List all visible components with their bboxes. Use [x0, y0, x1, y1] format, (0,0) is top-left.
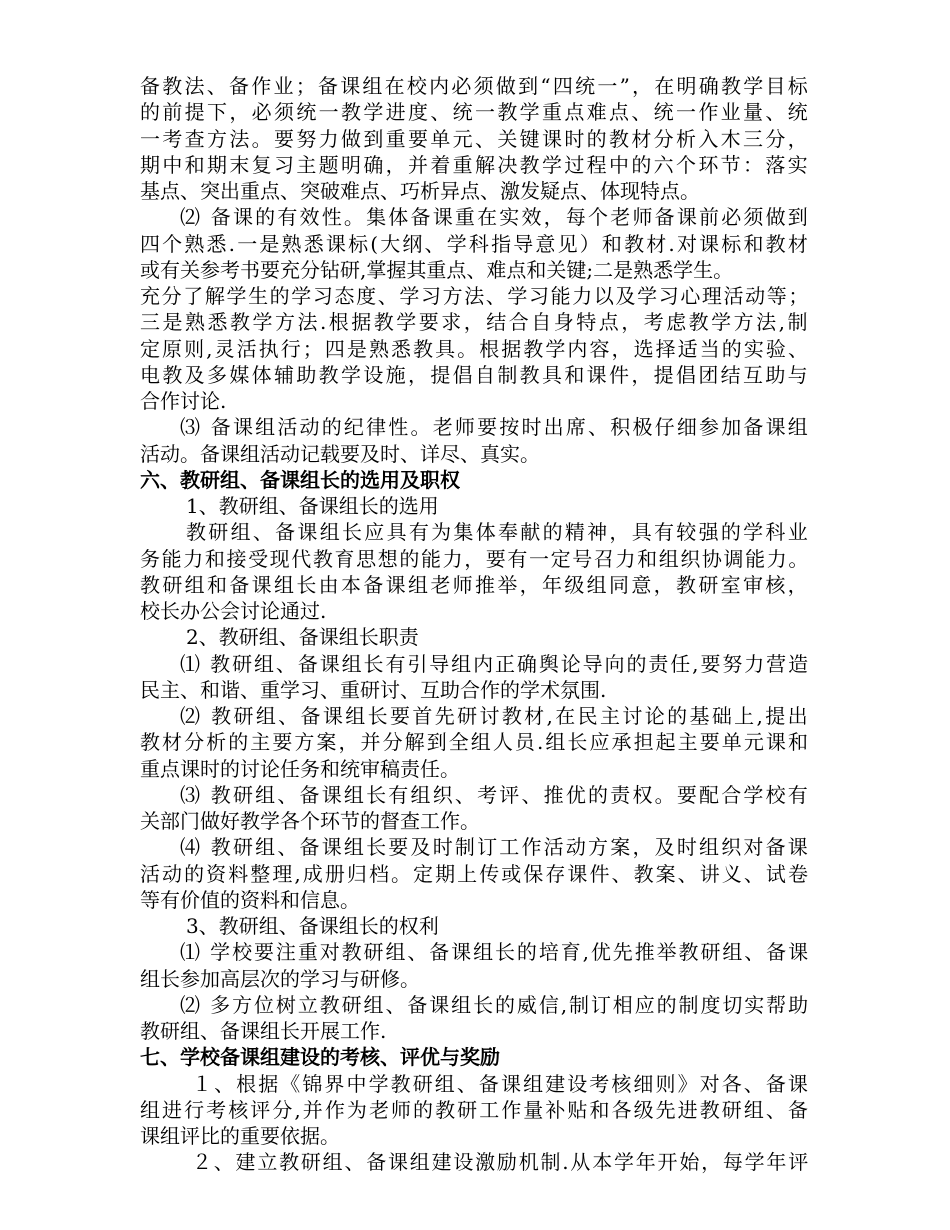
text-line: 组进行考核评分,并作为老师的教研工作量补贴和各级先进教研组、备 [140, 1097, 810, 1122]
text-line: 民主、和谐、重学习、重研讨、互助合作的学术氛围. [140, 677, 607, 702]
text-line: １、根据《锦界中学教研组、备课组建设考核细则》对各、备课 [192, 1071, 810, 1096]
text-line: ⑷ 教研组、备课组长要及时制订工作活动方案，及时组织对备课 [180, 835, 810, 860]
section-heading: 七、学校备课组建设的考核、评优与奖励 [140, 1045, 500, 1070]
text-line: 活动。备课组活动记载要及时、详尽、真实。 [140, 441, 540, 466]
text-line: 一考查方法。要努力做到重要单元、关键课时的教材分析入木三分， [140, 126, 810, 151]
text-line: 三是熟悉教学方法.根据教学要求，结合自身特点，考虑教学方法,制 [140, 310, 810, 335]
text-line: 校长办公会讨论通过. [140, 599, 327, 623]
text-line: 教研组、备课组长开展工作. [140, 1019, 387, 1043]
text-line: 2、教研组、备课组长职责 [186, 625, 419, 650]
text-line: ⑴ 教研组、备课组长有引导组内正确舆论导向的责任,要努力营造 [180, 651, 810, 676]
text-line: 电教及多媒体辅助教学设施，提倡自制教具和课件，提倡团结互助与 [140, 362, 810, 387]
text-line: ⑴ 学校要注重对教研组、备课组长的培育,优先推举教研组、备课 [180, 940, 810, 965]
text-line: 务能力和接受现代教育思想的能力，要有一定号召力和组织协调能力。 [140, 546, 810, 571]
text-line: 或有关参考书要充分钻研,掌握其重点、难点和关键;二是熟悉学生。 [140, 257, 734, 282]
text-line: 教材分析的主要方案，并分解到全组人员.组长应承担起主要单元课和 [140, 730, 810, 755]
text-line: 充分了解学生的学习态度、学习方法、学习能力以及学习心理活动等； [140, 284, 810, 308]
text-line: ⑵ 多方位树立教研组、备课组长的威信,制订相应的制度切实帮助 [180, 992, 810, 1017]
text-line: 合作讨论. [140, 389, 227, 413]
section-heading: 六、教研组、备课组长的选用及职权 [140, 467, 460, 492]
text-line: 期中和期末复习主题明确，并着重解决教学过程中的六个环节：落实 [140, 152, 810, 177]
text-line: 备教法、备作业；备课组在校内必须做到“四统一”，在明确教学目标 [140, 74, 810, 98]
text-line: 基点、突出重点、突破难点、巧析异点、激发疑点、体现特点。 [140, 179, 700, 203]
text-line: ⑵ 备课的有效性。集体备课重在实效，每个老师备课前必须做到 [180, 205, 810, 230]
text-line: 教研组和备课组长由本备课组老师推举，年级组同意，教研室审核， [140, 572, 810, 597]
text-line: ⑵ 教研组、备课组长要首先研讨教材,在民主讨论的基础上,提出 [180, 704, 810, 728]
text-line: 3、教研组、备课组长的权利 [186, 914, 439, 938]
text-line: 组长参加高层次的学习与研修。 [140, 966, 420, 991]
text-line: 课组评比的重要依据。 [140, 1124, 340, 1148]
text-line: 四个熟悉.一是熟悉课标(大纲、学科指导意见）和教材.对课标和教材 [140, 231, 810, 256]
text-line: 定原则,灵活执行；四是熟悉教具。根据教学内容，选择适当的实验、 [140, 336, 810, 361]
text-line: ⑶ 教研组、备课组长有组织、考评、推优的责权。要配合学校有 [180, 782, 810, 807]
text-line: ２、建立教研组、备课组建设激励机制.从本学年开始，每学年评 [192, 1150, 810, 1175]
text-line: ⑶ 备课组活动的纪律性。老师要按时出席、积极仔细参加备课组 [180, 415, 810, 440]
text-line: 的前提下，必须统一教学进度、统一教学重点难点、统一作业量、统 [140, 100, 810, 125]
text-line: 等有价值的资料和信息。 [140, 887, 360, 912]
text-line: 1、教研组、备课组长的选用 [186, 494, 439, 518]
text-line: 教研组、备课组长应具有为集体奉献的精神，具有较强的学科业 [186, 520, 810, 545]
text-line: 活动的资料整理,成册归档。定期上传或保存课件、教案、讲义、试卷 [140, 861, 810, 886]
text-line: 重点课时的讨论任务和统审稿责任。 [140, 756, 460, 781]
text-line: 关部门做好教学各个环节的督查工作。 [140, 809, 480, 833]
